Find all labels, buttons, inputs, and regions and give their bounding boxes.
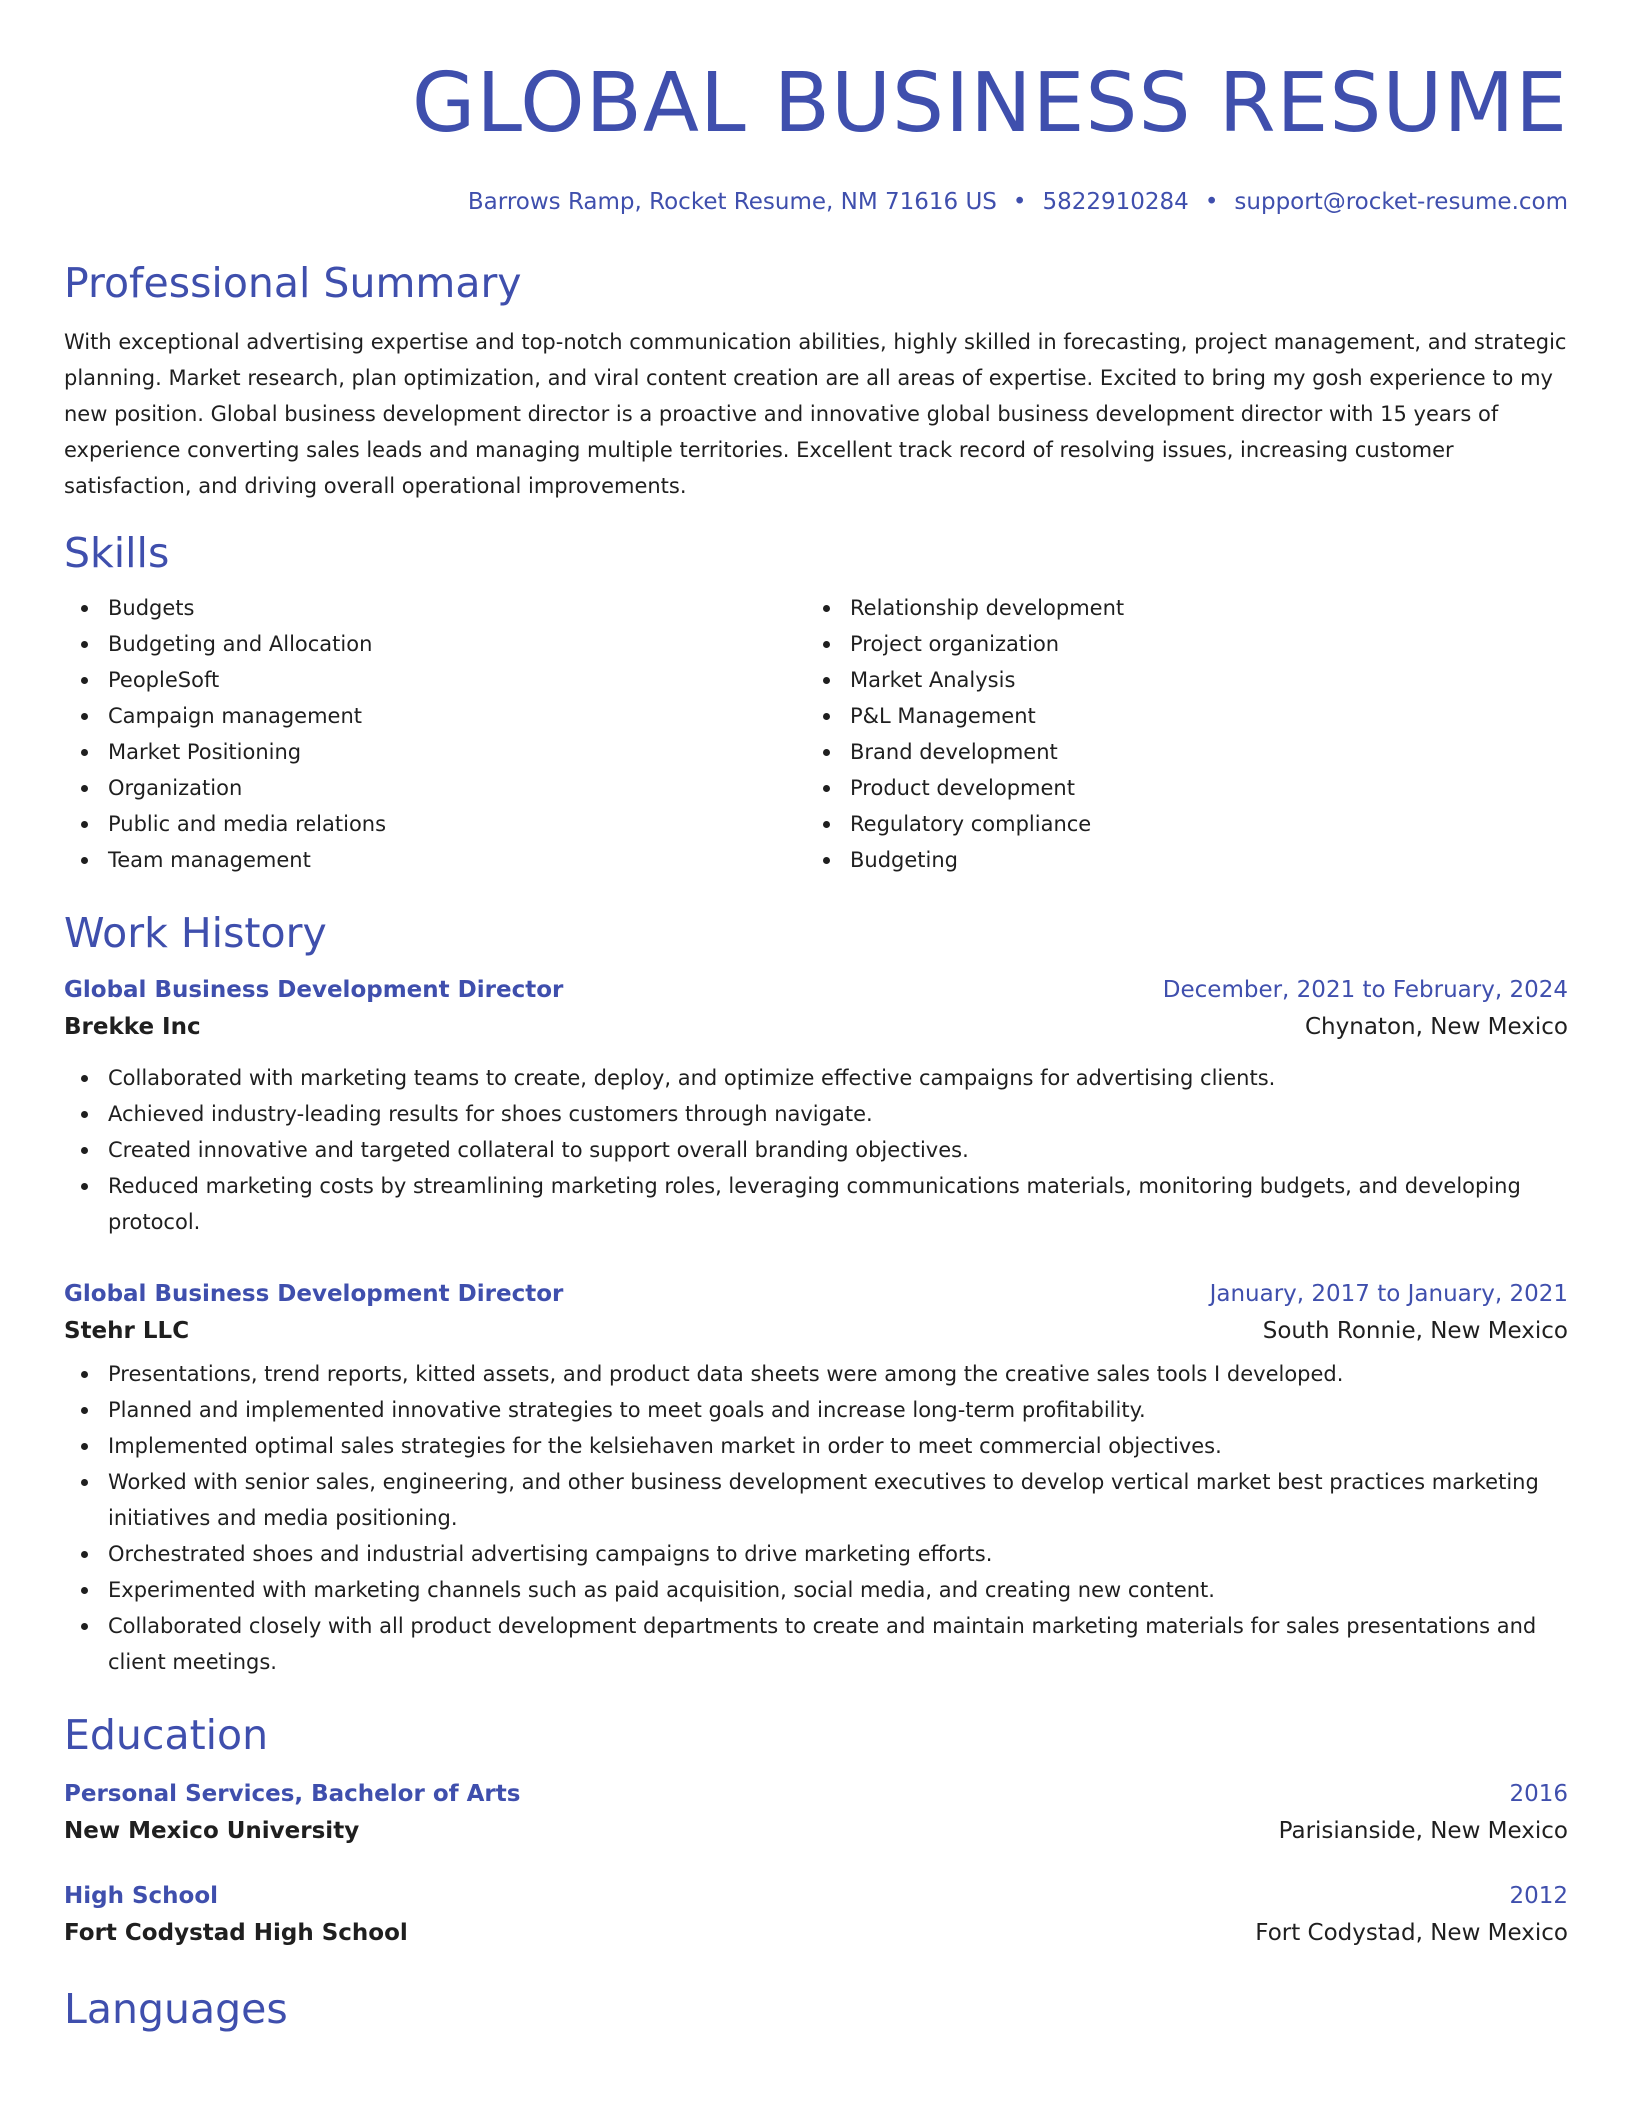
education-location: Parisianside, New Mexico <box>1278 1818 1568 1844</box>
job-bullet: Collaborated with marketing teams to create, deploy, and optimize effective campaigns for advertising clients. <box>64 1060 1568 1096</box>
job-bullet: Collaborated closely with all product development departments to create and maintain marketing materials for sales presentations and client meetings. <box>64 1608 1568 1680</box>
work-history-section <box>64 908 1568 1680</box>
job-company-row <box>64 1312 1568 1350</box>
education-location: Fort Codystad, New Mexico <box>1255 1920 1568 1946</box>
skill-item: Public and media relations <box>64 806 806 842</box>
education-degree: Personal Services, Bachelor of Arts <box>64 1781 521 1807</box>
resume-title: GLOBAL BUSINESS RESUME <box>411 56 1568 151</box>
job-bullet: Worked with senior sales, engineering, and other business development executives to develop vertical market best practices marketing initiatives and media positioning. <box>64 1464 1568 1536</box>
job-company: Stehr LLC <box>64 1318 190 1344</box>
job-bullet: Achieved industry-leading results for shoes customers through navigate. <box>64 1096 1568 1132</box>
skill-item: Budgeting <box>806 842 1548 878</box>
education-school: New Mexico University <box>64 1818 360 1844</box>
education-heading: Education <box>64 1711 269 1759</box>
job-bullet: Presentations, trend reports, kitted assets, and product data sheets were among the creative sales tools I developed. <box>64 1356 1568 1392</box>
summary-section <box>64 258 1568 504</box>
job-dates: December, 2021 to February, 2024 <box>1162 977 1568 1003</box>
education-header-row <box>64 1776 1568 1812</box>
job-entry <box>64 1276 1568 1680</box>
job-company-row <box>64 1008 1568 1046</box>
contact-separator: • <box>1204 189 1219 215</box>
job-location: Chynaton, New Mexico <box>1305 1014 1568 1040</box>
skill-item: Market Analysis <box>806 662 1548 698</box>
job-title: Global Business Development Director <box>64 1281 564 1307</box>
contact-phone: 5822910284 <box>1042 189 1189 215</box>
skill-item: Product development <box>806 770 1548 806</box>
languages-section <box>64 1984 1568 2034</box>
summary-text: With exceptional advertising expertise and top-notch communication abilities, highly skilled in forecasting, project management, and strategic planning. Market research, plan optimization, and viral content creation are all areas of expertise. Excited to bring my gosh experience to my new position. Global business development director is a proactive and innovative global business development director with 15 years of experience converting sales leads and managing multiple territories. Excellent track record of resolving issues, increasing customer satisfaction, and driving overall operational improvements. <box>64 330 1567 498</box>
education-entry <box>64 1878 1568 1952</box>
contact-address: Barrows Ramp, Rocket Resume, NM 71616 US <box>467 189 997 215</box>
job-location: South Ronnie, New Mexico <box>1262 1318 1568 1344</box>
skill-item: P&L Management <box>806 698 1548 734</box>
education-degree: High School <box>64 1883 219 1909</box>
skill-item: Project organization <box>806 626 1548 662</box>
contact-line <box>64 188 1568 216</box>
resume-page <box>64 0 1568 2034</box>
skill-item: Regulatory compliance <box>806 806 1548 842</box>
summary-heading: Professional Summary <box>64 259 522 307</box>
skill-item: Brand development <box>806 734 1548 770</box>
education-header-row <box>64 1878 1568 1914</box>
skills-list-left <box>64 590 806 878</box>
job-header-row <box>64 972 1568 1008</box>
job-bullet: Reduced marketing costs by streamlining marketing roles, leveraging communications materials, monitoring budgets, and developing protocol. <box>64 1168 1568 1240</box>
skill-item: Campaign management <box>64 698 806 734</box>
contact-email: support@rocket-resume.com <box>1234 189 1568 215</box>
skill-item: Budgets <box>64 590 806 626</box>
skill-item: Relationship development <box>806 590 1548 626</box>
job-company: Brekke Inc <box>64 1014 201 1040</box>
skill-item: PeopleSoft <box>64 662 806 698</box>
skills-list-right <box>806 590 1548 878</box>
education-section <box>64 1710 1568 1952</box>
education-school-row <box>64 1812 1568 1850</box>
contact-separator: • <box>1012 189 1027 215</box>
job-bullet: Orchestrated shoes and industrial advertising campaigns to drive marketing efforts. <box>64 1536 1568 1572</box>
job-bullets <box>64 1060 1568 1240</box>
education-school-row <box>64 1914 1568 1952</box>
skill-item: Team management <box>64 842 806 878</box>
job-bullet: Created innovative and targeted collateral to support overall branding objectives. <box>64 1132 1568 1168</box>
education-entry <box>64 1776 1568 1850</box>
education-year: 2016 <box>1509 1781 1568 1807</box>
job-title: Global Business Development Director <box>64 977 564 1003</box>
skills-heading: Skills <box>64 529 170 577</box>
work-history-heading: Work History <box>64 909 327 957</box>
job-entry <box>64 972 1568 1240</box>
skill-item: Market Positioning <box>64 734 806 770</box>
job-bullets <box>64 1356 1568 1680</box>
skills-columns <box>64 590 1568 878</box>
job-dates: January, 2017 to January, 2021 <box>1209 1281 1568 1307</box>
resume-header <box>64 56 1568 216</box>
education-school: Fort Codystad High School <box>64 1920 408 1946</box>
job-bullet: Experimented with marketing channels such as paid acquisition, social media, and creating new content. <box>64 1572 1568 1608</box>
skills-section <box>64 528 1568 878</box>
skill-item: Organization <box>64 770 806 806</box>
job-header-row <box>64 1276 1568 1312</box>
skill-item: Budgeting and Allocation <box>64 626 806 662</box>
job-bullet: Implemented optimal sales strategies for the kelsiehaven market in order to meet commercial objectives. <box>64 1428 1568 1464</box>
job-bullet: Planned and implemented innovative strategies to meet goals and increase long-term profitability. <box>64 1392 1568 1428</box>
languages-heading: Languages <box>64 1985 288 2033</box>
education-year: 2012 <box>1509 1883 1568 1909</box>
